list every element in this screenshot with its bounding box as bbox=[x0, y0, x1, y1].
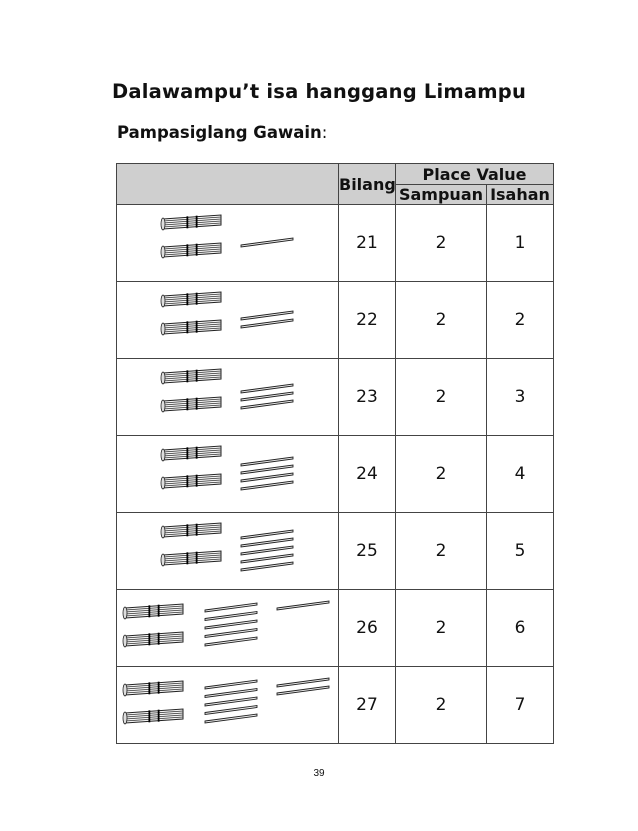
stick-icon bbox=[205, 697, 257, 706]
stick-bundle-icon bbox=[161, 446, 221, 461]
stick-icon bbox=[241, 319, 293, 328]
stick-icon bbox=[205, 714, 257, 723]
stick-bundle-icon bbox=[161, 215, 221, 230]
sticks-picture bbox=[117, 513, 339, 590]
stick-bundle-icon bbox=[161, 523, 221, 538]
section-heading-text: Pampasiglang Gawain bbox=[117, 123, 322, 142]
isahan-cell: 1 bbox=[487, 205, 554, 282]
stick-bundle-icon bbox=[123, 709, 183, 724]
stick-bundle-icon bbox=[123, 681, 183, 696]
table-row bbox=[117, 359, 554, 436]
isahan-cell: 5 bbox=[487, 513, 554, 590]
stick-icon bbox=[205, 612, 257, 621]
page-title: Dalawampu’t isa hanggang Limampu bbox=[111, 80, 527, 103]
bilang-cell: 26 bbox=[339, 590, 396, 667]
stick-icon bbox=[205, 680, 257, 689]
stick-icon bbox=[277, 678, 329, 687]
bilang-cell: 22 bbox=[339, 282, 396, 359]
table-row bbox=[117, 590, 554, 667]
page-number: 39 bbox=[313, 768, 325, 779]
stick-icon bbox=[205, 620, 257, 629]
stick-icon bbox=[241, 465, 293, 474]
stick-icon bbox=[241, 392, 293, 401]
sticks-illustration bbox=[117, 205, 339, 281]
stick-icon bbox=[241, 400, 293, 409]
stick-icon bbox=[241, 530, 293, 539]
isahan-cell: 7 bbox=[487, 667, 554, 744]
section-heading bbox=[117, 123, 327, 142]
header-sampuan: Sampuan bbox=[396, 185, 487, 205]
bilang-cell: 23 bbox=[339, 359, 396, 436]
stick-icon bbox=[241, 457, 293, 466]
isahan-cell: 4 bbox=[487, 436, 554, 513]
sticks-illustration bbox=[117, 282, 339, 358]
stick-icon bbox=[205, 706, 257, 715]
stick-icon bbox=[241, 384, 293, 393]
sticks-illustration bbox=[117, 436, 339, 512]
sticks-illustration bbox=[117, 359, 339, 435]
sampuan-cell: 2 bbox=[396, 205, 487, 282]
sampuan-cell: 2 bbox=[396, 436, 487, 513]
stick-bundle-icon bbox=[161, 397, 221, 412]
stick-icon bbox=[277, 686, 329, 695]
table-row bbox=[117, 282, 554, 359]
header-place-value: Place Value bbox=[396, 164, 554, 185]
stick-icon bbox=[205, 603, 257, 612]
sticks-picture bbox=[117, 436, 339, 513]
stick-bundle-icon bbox=[161, 243, 221, 258]
stick-icon bbox=[205, 689, 257, 698]
stick-bundle-icon bbox=[161, 320, 221, 335]
stick-icon bbox=[241, 238, 293, 247]
sampuan-cell: 2 bbox=[396, 590, 487, 667]
header-isahan: Isahan bbox=[487, 185, 554, 205]
sticks-picture bbox=[117, 667, 339, 744]
stick-bundle-icon bbox=[161, 292, 221, 307]
stick-bundle-icon bbox=[123, 604, 183, 619]
sticks-picture bbox=[117, 205, 339, 282]
isahan-cell: 2 bbox=[487, 282, 554, 359]
bilang-cell: 24 bbox=[339, 436, 396, 513]
sampuan-cell: 2 bbox=[396, 282, 487, 359]
bilang-cell: 25 bbox=[339, 513, 396, 590]
place-value-table bbox=[116, 163, 554, 744]
bilang-cell: 27 bbox=[339, 667, 396, 744]
stick-icon bbox=[205, 629, 257, 638]
stick-bundle-icon bbox=[161, 474, 221, 489]
stick-bundle-icon bbox=[161, 369, 221, 384]
sticks-illustration bbox=[117, 590, 339, 666]
sticks-picture bbox=[117, 359, 339, 436]
stick-icon bbox=[241, 538, 293, 547]
sticks-picture bbox=[117, 282, 339, 359]
isahan-cell: 6 bbox=[487, 590, 554, 667]
stick-icon bbox=[241, 311, 293, 320]
sampuan-cell: 2 bbox=[396, 513, 487, 590]
stick-icon bbox=[241, 554, 293, 563]
sampuan-cell: 2 bbox=[396, 359, 487, 436]
bilang-cell: 21 bbox=[339, 205, 396, 282]
sticks-illustration bbox=[117, 667, 339, 743]
stick-bundle-icon bbox=[161, 551, 221, 566]
isahan-cell: 3 bbox=[487, 359, 554, 436]
section-heading-colon: : bbox=[321, 123, 328, 142]
sticks-illustration bbox=[117, 513, 339, 589]
stick-icon bbox=[241, 546, 293, 555]
stick-icon bbox=[241, 481, 293, 490]
table-row bbox=[117, 667, 554, 744]
sampuan-cell: 2 bbox=[396, 667, 487, 744]
stick-icon bbox=[241, 562, 293, 571]
table-row bbox=[117, 513, 554, 590]
table-row bbox=[117, 436, 554, 513]
table-row bbox=[117, 205, 554, 282]
stick-icon bbox=[205, 637, 257, 646]
sticks-picture bbox=[117, 590, 339, 667]
stick-bundle-icon bbox=[123, 632, 183, 647]
header-bilang: Bilang bbox=[339, 164, 396, 205]
stick-icon bbox=[241, 473, 293, 482]
table-header-row bbox=[117, 164, 554, 185]
stick-icon bbox=[277, 601, 329, 610]
header-picture-cell bbox=[117, 164, 339, 205]
